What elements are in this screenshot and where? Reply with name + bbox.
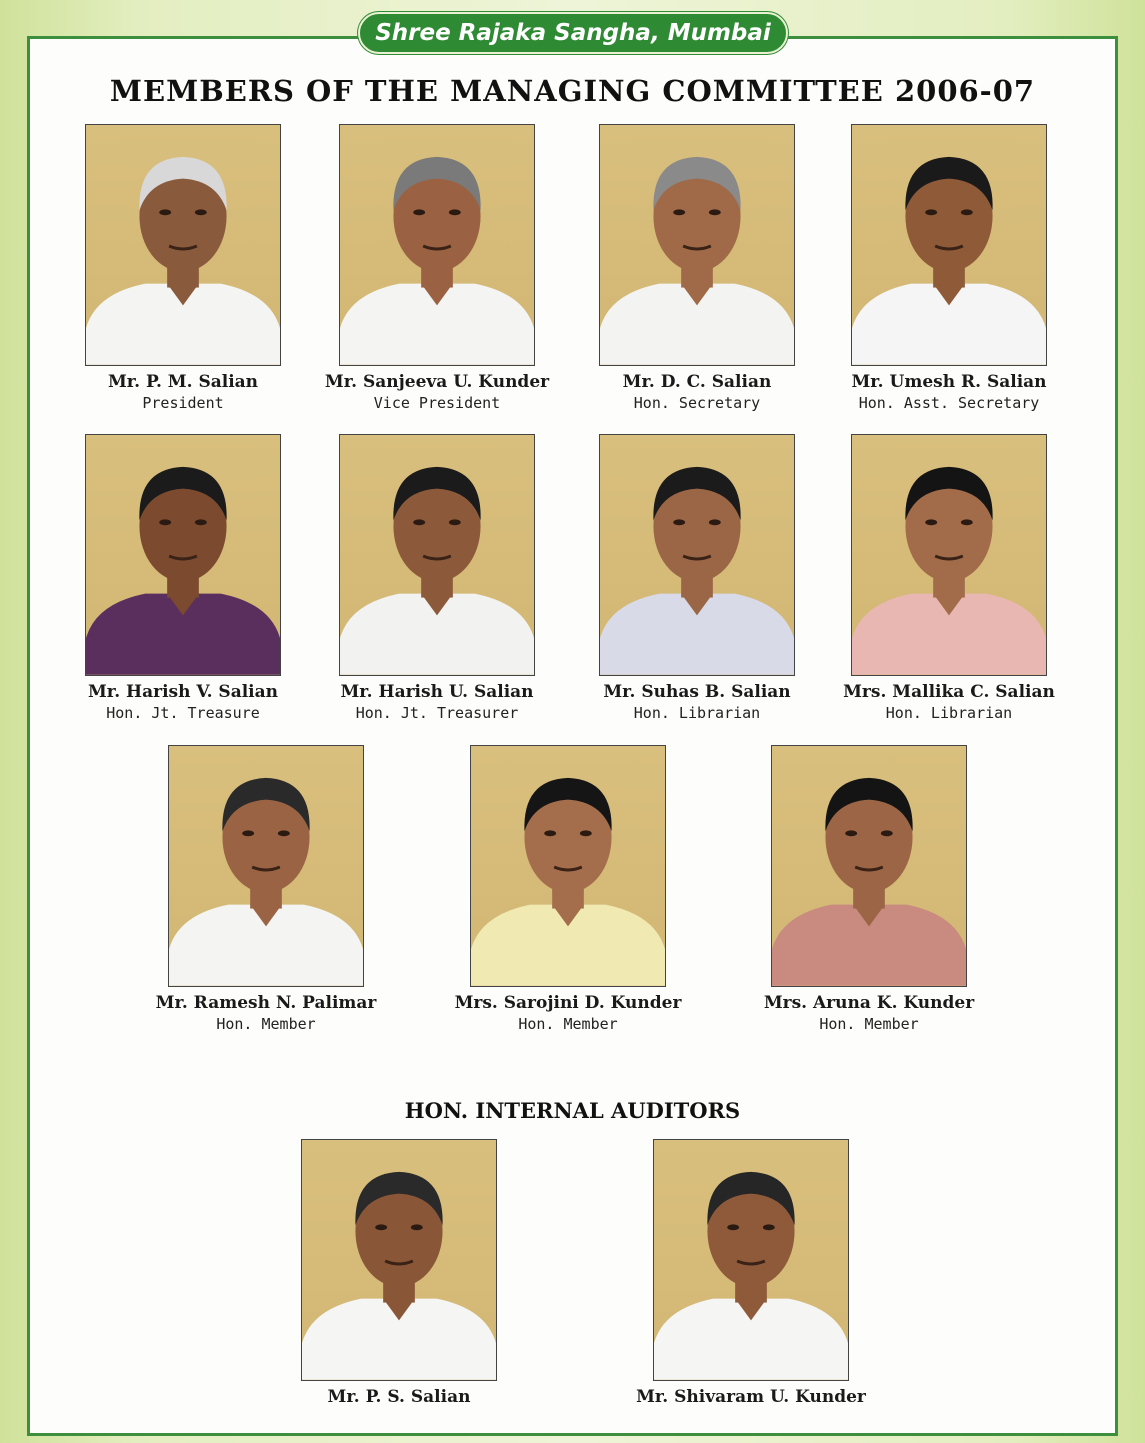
member-photo xyxy=(771,745,967,987)
member-role: Hon. Member xyxy=(819,1015,919,1033)
portrait-silhouette xyxy=(340,125,534,365)
member-role: Hon. Secretary xyxy=(633,394,761,412)
member-name: Mr. Harish U. Salian xyxy=(340,682,534,702)
member-card xyxy=(819,434,1079,722)
member-role: Hon. Member xyxy=(216,1015,316,1033)
member-card xyxy=(819,124,1079,412)
portrait-silhouette xyxy=(654,1140,848,1380)
member-name: Mrs. Aruna K. Kunder xyxy=(763,993,975,1013)
portrait-silhouette xyxy=(86,435,280,675)
member-card xyxy=(739,745,999,1033)
member-name: Mr. P. M. Salian xyxy=(107,372,259,392)
member-photo xyxy=(85,434,281,676)
auditor-card xyxy=(269,1139,529,1407)
member-photo xyxy=(851,434,1047,676)
member-photo xyxy=(470,745,666,987)
portrait-silhouette xyxy=(86,125,280,365)
member-photo xyxy=(599,434,795,676)
member-photo xyxy=(85,124,281,366)
portrait-silhouette xyxy=(772,746,966,986)
member-role: Hon. Jt. Treasurer xyxy=(355,704,519,722)
member-name: Mrs. Mallika C. Salian xyxy=(843,682,1055,702)
member-photo xyxy=(301,1139,497,1381)
member-card xyxy=(438,745,698,1033)
member-name: Mr. Suhas B. Salian xyxy=(603,682,791,702)
member-role: Hon. Librarian xyxy=(885,704,1013,722)
portrait-silhouette xyxy=(852,125,1046,365)
member-card xyxy=(307,124,567,412)
member-role: President xyxy=(142,394,224,412)
member-name: Mr. Umesh R. Salian xyxy=(851,372,1047,392)
member-role: Hon. Jt. Treasure xyxy=(106,704,260,722)
member-card xyxy=(307,434,567,722)
organization-banner: Shree Rajaka Sangha, Mumbai xyxy=(358,12,788,54)
page-title: MEMBERS OF THE MANAGING COMMITTEE 2006-07 xyxy=(109,74,1036,108)
portrait-silhouette xyxy=(169,746,363,986)
member-name: Mr. Harish V. Salian xyxy=(87,682,279,702)
portrait-silhouette xyxy=(340,435,534,675)
portrait-silhouette xyxy=(302,1140,496,1380)
portrait-silhouette xyxy=(600,125,794,365)
member-card xyxy=(567,434,827,722)
member-photo xyxy=(339,124,535,366)
member-role: Hon. Member xyxy=(518,1015,618,1033)
auditor-card xyxy=(621,1139,881,1407)
member-card xyxy=(136,745,396,1033)
member-card xyxy=(567,124,827,412)
member-role: Vice President xyxy=(373,394,501,412)
member-name: Mr. D. C. Salian xyxy=(622,372,772,392)
portrait-silhouette xyxy=(600,435,794,675)
member-card xyxy=(53,434,313,722)
auditor-name: Mr. P. S. Salian xyxy=(327,1387,471,1407)
member-name: Mr. Ramesh N. Palimar xyxy=(155,993,377,1013)
portrait-silhouette xyxy=(852,435,1046,675)
portrait-silhouette xyxy=(471,746,665,986)
member-card xyxy=(53,124,313,412)
member-photo xyxy=(339,434,535,676)
member-photo xyxy=(653,1139,849,1381)
member-photo xyxy=(851,124,1047,366)
member-photo xyxy=(168,745,364,987)
member-name: Mr. Sanjeeva U. Kunder xyxy=(324,372,550,392)
member-role: Hon. Librarian xyxy=(633,704,761,722)
member-photo xyxy=(599,124,795,366)
member-name: Mrs. Sarojini D. Kunder xyxy=(454,993,682,1013)
member-role: Hon. Asst. Secretary xyxy=(858,394,1040,412)
auditor-name: Mr. Shivaram U. Kunder xyxy=(636,1387,866,1407)
auditors-heading: HON. INTERNAL AUDITORS xyxy=(404,1098,741,1123)
